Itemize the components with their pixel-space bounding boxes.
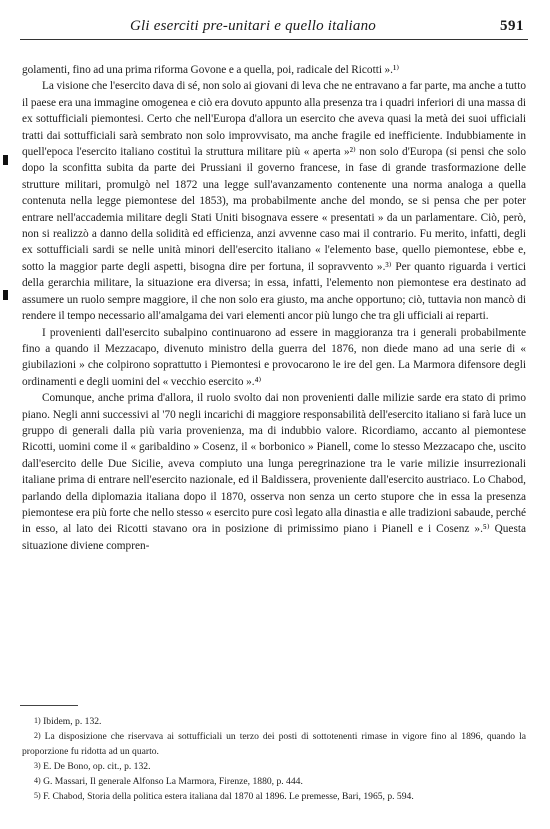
footnote-text: E. De Bono, op. cit., p. 132. — [43, 761, 151, 772]
paragraph: golamenti, fino ad una prima riforma Govone e a quella, poi, radicale del Ricotti ».¹⁾ — [22, 64, 400, 76]
header-rule — [20, 39, 528, 40]
footnote — [22, 774, 526, 789]
footnote — [22, 789, 526, 804]
page-number: 591 — [500, 18, 524, 34]
footnote — [22, 759, 526, 774]
margin-mark — [3, 155, 8, 165]
footnote-text: F. Chabod, Storia della politica estera italiana dal 1870 al 1896. Le premesse, Bari, 1965, p. 594. — [43, 791, 414, 802]
paragraph: I provenienti dall'esercito subalpino continuarono ad essere in maggioranza tra i generali probabilmente fino a quando il Mezzacapo, divenuto ministro della guerra del 1876, non diede mano ad una serie di « giubilazioni » che colpirono soprattutto i Piemontesi e provocarono le ire del gen. La Marmora difensore degli ordinamenti e degli uomini del « vecchio esercito ».⁴⁾ — [22, 326, 526, 388]
footnote-text: G. Massari, Il generale Alfonso La Marmora, Firenze, 1880, p. 444. — [43, 776, 303, 787]
body-text — [22, 62, 526, 554]
footnote-rule — [20, 705, 78, 706]
footnote — [22, 729, 526, 759]
footnote-number: 4) — [34, 776, 41, 785]
footnote-number: 5) — [34, 791, 41, 800]
footnote-text: La disposizione che riservava ai sottufficiali un terzo dei posti di sottotenenti rimase in vigore fino al 1896, quando la proporzione fu ridotta ad un quarto. — [22, 731, 526, 757]
footnote-number: 3) — [34, 761, 41, 770]
footnotes — [22, 714, 526, 804]
footnote-number: 2) — [34, 731, 41, 740]
running-title: Gli eserciti pre-unitari e quello italiano — [130, 18, 377, 34]
page-header — [20, 18, 528, 44]
paragraph: La visione che l'esercito dava di sé, non solo ai giovani di leva che ne entravano a far parte, ma anche a tutto il paese era una immagine omogenea e ciò era dovuto appunto alla presenza tra i quadri inferiori di una massa di ex sottufficiali piemontesi. Certo che nell'Europa d'allora un esercito che aveva quasi la metà dei suoi ufficiali tratti dai sottufficiali sarà sembrato non solo improvvisato, ma anche fragile ed inefficiente. Indubbiamente in quell'epoca l'esercito italiano costituì la struttura militare più « aperta »²⁾ non solo d'Europa (si pensi che solo dopo la sconfitta subita da parte dei Prussiani il governo francese, in fase di grande trasformazione delle strutture militari, promulgò nel 1872 una legge sull'avanzamento contenente una norma analoga a quella contenuta nella legge piemontese del 1853), ma probabilmente anche del mondo, se si pensa che per poter entrare nell'accademia militare degli Stati Uniti bisognava essere « presentati » da un parlamentare. Ciò, però, non si realizzò a danno della solidità ed efficienza, anzi avvenne caso mai il contrario. Fu merito, infatti, degli ex sottufficiali sardi se nelle unità minori dell'esercito italiano « l'elemento base, quello piemontese, ebbe e, sotto la maggior parte degli aspetti, bisogna dire per fortuna, il sopravvento ».³⁾ Per quanto riguarda i vertici della gerarchia militare, la situazione era diversa; in essa, infatti, l'elemento non piemontese era destinato ad assumere un ruolo sempre maggiore, il che non solo era giusto, ma anche opportuno; ciò, tuttavia non mancò di rendere il tempo necessario all'amalgama dei vari elementi ancor più lungo che tra gli ufficiali ai reparti. — [22, 80, 526, 323]
margin-mark — [3, 290, 8, 300]
paragraph: Comunque, anche prima d'allora, il ruolo svolto dai non provenienti dalle milizie sarde era stato di primo piano. Negli anni successivi al '70 negli incarichi di maggiore responsabilità dell'esercito italiano si farà luce un gruppo di generali dalla più varia provenienza, ma di indubbio valore. Ricordiamo, accanto al piemontese Ricotti, uomini come il « garibaldino » Cosenz, il « borbonico » Pianell, come lo stesso Mezzacapo che, uscito dall'esercito delle Due Sicilie, aveva compiuto una lunga peregrinazione tra le varie milizie insurrezionali italiane prima di entrare nell'esercito nazionale, ed il Baldissera, proveniente dall'esercito austriaco. Lo Chabod, parlando della diplomazia italiana dopo il 1870, osserva non senza un certo stupore che in essa la presenza piemontese era più forte che nello stesso « esercito pure così legato alla dinastia e alle tradizioni sabaude, perché in esso, al lato dei Ricotti stavano ora in posizione di primissimo piano i Pianell e i Cosenz ».⁵⁾ Questa situazione diviene compren- — [22, 392, 526, 552]
footnote — [22, 714, 526, 729]
footnote-number: 1) — [34, 716, 41, 725]
footnote-text: Ibidem, p. 132. — [43, 716, 102, 727]
